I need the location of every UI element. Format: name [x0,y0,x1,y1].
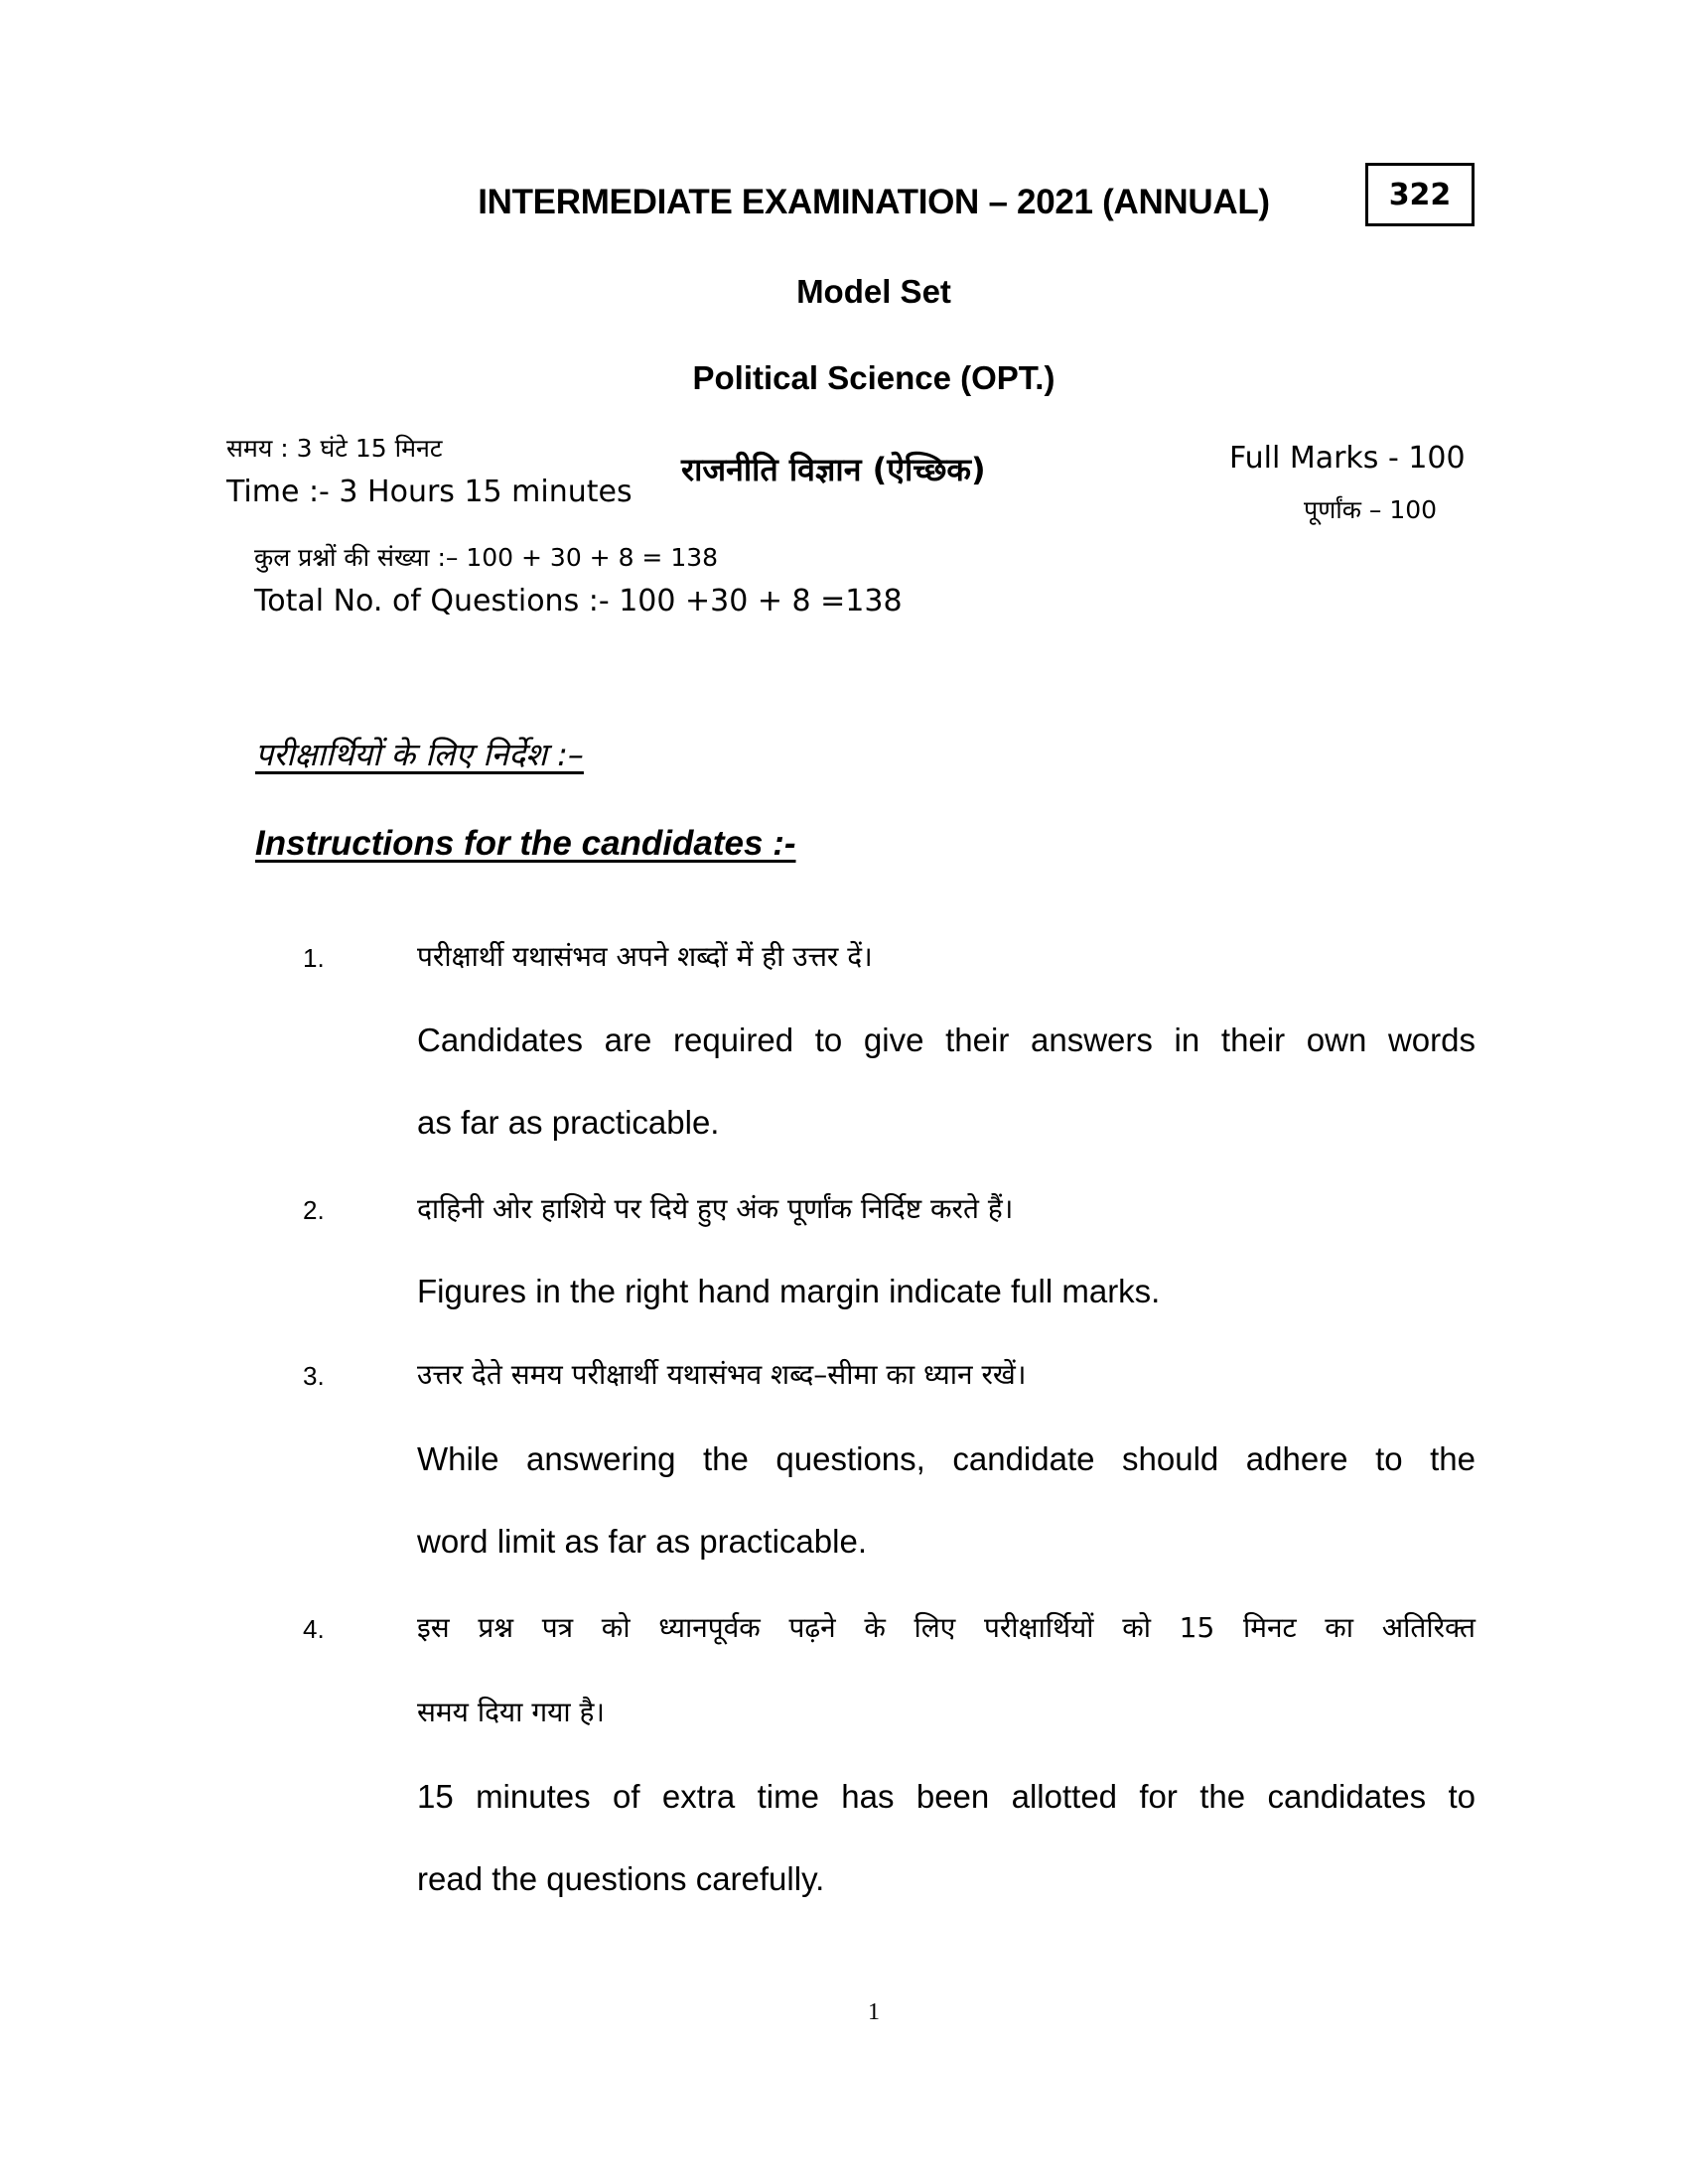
total-questions-hindi: कुल प्रश्नों की संख्या :– 100 + 30 + 8 = 138 [254,543,719,572]
instruction-1-english-line-2: as far as practicable. [417,1104,720,1141]
instruction-4-english-line-1: 15 minutes of extra time has been allotted for the candidates to [417,1778,1476,1815]
exam-title: INTERMEDIATE EXAMINATION – 2021 (ANNUAL) [478,183,1270,221]
instruction-2-hindi: दाहिनी ओर हाशिये पर दिये हुए अंक पूर्णांक निर्दिष्ट करते हैं। [417,1192,1014,1225]
instruction-number: 2. [303,1195,325,1225]
instructions-heading-english: Instructions for the candidates :- [255,824,796,863]
instruction-3-english-line-2: word limit as far as practicable. [417,1523,867,1560]
subject-title-en: Political Science (OPT.) [692,359,1055,396]
instruction-1-english-line-1: Candidates are required to give their answers in their own words [417,1022,1476,1058]
full-marks-hindi: पूर्णांक – 100 [1304,495,1438,524]
instruction-2-english: Figures in the right hand margin indicate full marks. [417,1273,1161,1309]
instruction-4-hindi-line-1: इस प्रश्न पत्र को ध्यानपूर्वक पढ़ने के लिए परीक्षार्थियों को 15 मिनट का अतिरिक्त [417,1611,1476,1644]
instruction-4-english-line-2: read the questions carefully. [417,1860,825,1897]
instruction-3-hindi: उत्तर देते समय परीक्षार्थी यथासंभव शब्द–सीमा का ध्यान रखें। [417,1358,1027,1391]
full-marks-english: Full Marks - 100 [1229,441,1466,476]
instruction-1-hindi: परीक्षार्थी यथासंभव अपने शब्दों में ही उत्तर दें। [417,940,873,973]
instructions-heading-hindi: परीक्षार्थियों के लिए निर्देश :– [255,736,584,773]
instruction-4-hindi-line-2: समय दिया गया है। [417,1696,605,1728]
set-label: Model Set [796,273,951,310]
subject-title-hi: राजनीति विज्ञान (ऐच्छिक) [681,451,986,488]
instruction-number: 4. [303,1614,325,1644]
total-questions-english: Total No. of Questions :- 100 +30 + 8 =138 [254,584,903,618]
paper-code-box [1365,163,1475,226]
instruction-number: 3. [303,1361,325,1391]
time-hindi: समय : 3 घंटे 15 मिनट [226,434,443,463]
instruction-number: 1. [303,943,325,973]
time-english: Time :- 3 Hours 15 minutes [226,475,633,509]
page-number: 1 [868,1999,880,2025]
instruction-3-english-line-1: While answering the questions, candidate should adhere to the [417,1440,1476,1477]
paper-code: 322 [1388,177,1452,212]
